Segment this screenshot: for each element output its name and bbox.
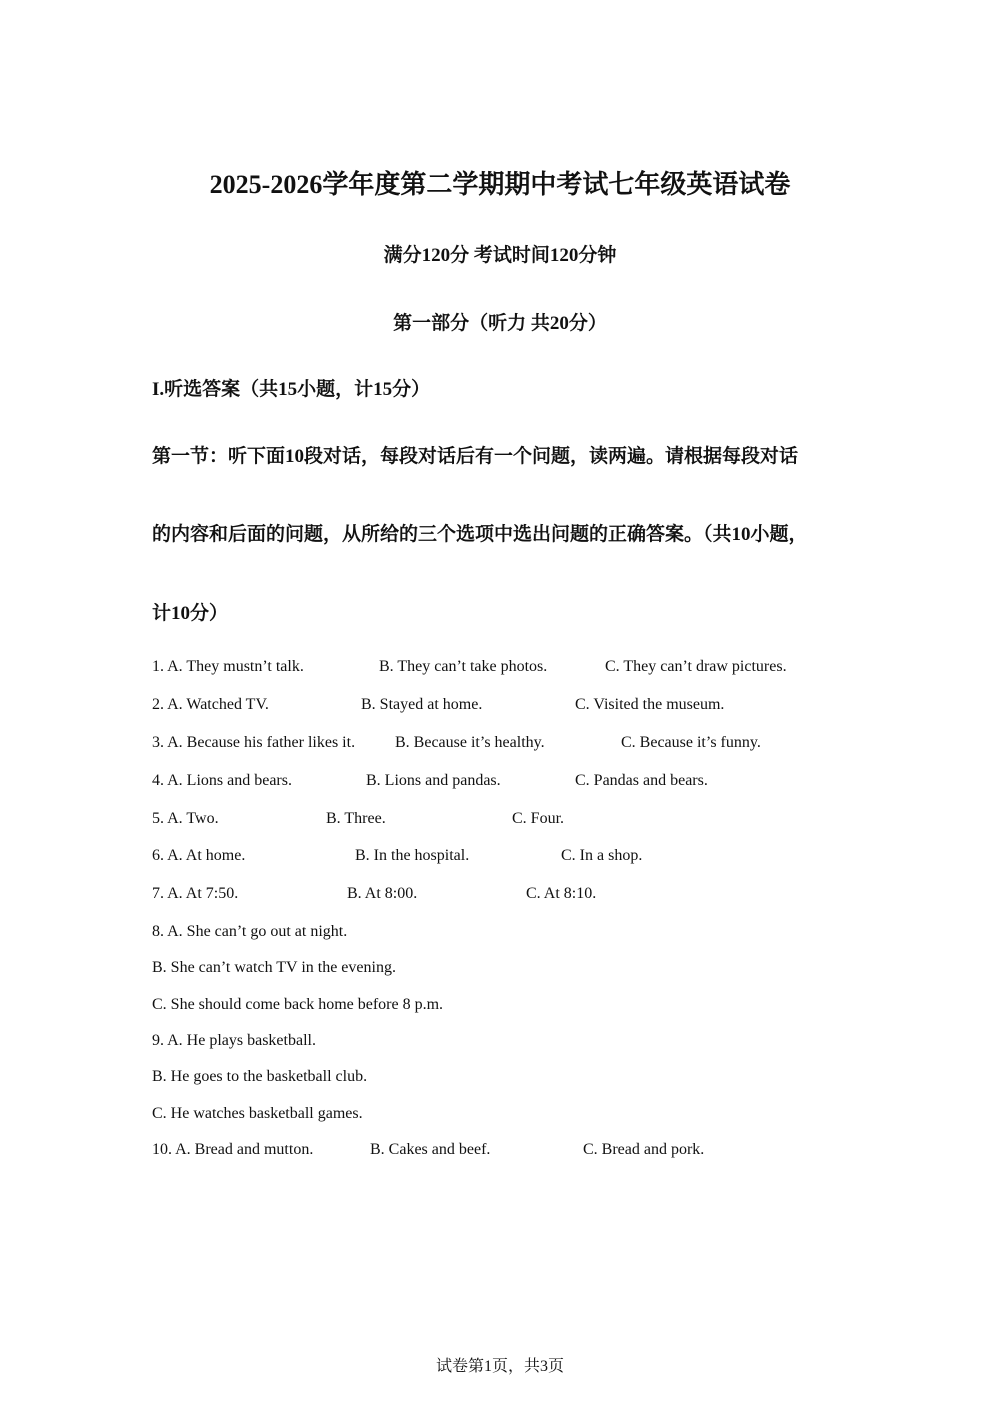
exam-title: 2025-2026学年度第二学期期中考试七年级英语试卷 [209,170,791,199]
question-5 [152,808,912,830]
section-heading: I.听选答案（共15小题，计15分） [152,379,431,400]
exam-score-time: 满分120分 考试时间120分钟 [383,245,617,266]
question-5-option-b: B. Three. [326,810,386,827]
question-8-option-c: C. She should come back home before 8 p.m. [152,996,444,1013]
question-3-option-a: 3. A. Because his father likes it. [152,734,356,751]
question-9-option-b: B. He goes to the basketball club. [152,1068,368,1085]
page-footer: 试卷第1页，共3页 [435,1358,564,1375]
question-7-option-b: B. At 8:00. [347,885,418,902]
instruction-line-1: 第一节：听下面10段对话，每段对话后有一个问题，读两遍。请根据每段对话 [152,446,799,467]
question-4 [152,770,912,792]
question-8-option-a: 8. A. She can’t go out at night. [152,923,348,940]
question-6-option-c: C. In a shop. [561,847,643,864]
question-10 [152,1139,912,1161]
question-1 [152,656,912,678]
question-9-option-c: C. He watches basketball games. [152,1105,363,1122]
question-1-option-c: C. They can’t draw pictures. [605,658,787,675]
question-2-option-a: 2. A. Watched TV. [152,696,269,713]
question-3 [152,732,912,754]
question-8-option-b: B. She can’t watch TV in the evening. [152,959,396,976]
question-10-option-c: C. Bread and pork. [583,1141,705,1158]
part-heading: 第一部分（听力 共20分） [393,313,607,334]
question-10-option-a: 10. A. Bread and mutton. [152,1141,314,1158]
question-3-option-b: B. Because it’s healthy. [395,734,545,751]
question-4-option-c: C. Pandas and bears. [575,772,708,789]
question-10-option-b: B. Cakes and beef. [370,1141,491,1158]
question-6-option-a: 6. A. At home. [152,847,246,864]
instruction-line-2: 的内容和后面的问题，从所给的三个选项中选出问题的正确答案。（共10小题， [152,524,808,545]
instruction-line-3: 计10分） [152,603,229,624]
question-5-option-c: C. Four. [512,810,565,827]
question-6 [152,845,912,867]
question-4-option-a: 4. A. Lions and bears. [152,772,292,789]
question-1-option-b: B. They can’t take photos. [379,658,548,675]
question-2-option-b: B. Stayed at home. [361,696,483,713]
question-2 [152,694,912,716]
question-4-option-b: B. Lions and pandas. [366,772,501,789]
question-6-option-b: B. In the hospital. [355,847,470,864]
question-2-option-c: C. Visited the museum. [575,696,725,713]
question-7-option-c: C. At 8:10. [526,885,597,902]
question-7-option-a: 7. A. At 7:50. [152,885,239,902]
question-5-option-a: 5. A. Two. [152,810,219,827]
question-3-option-c: C. Because it’s funny. [621,734,761,751]
question-1-option-a: 1. A. They mustn’t talk. [152,658,304,675]
question-7 [152,883,912,905]
question-9-option-a: 9. A. He plays basketball. [152,1032,316,1049]
